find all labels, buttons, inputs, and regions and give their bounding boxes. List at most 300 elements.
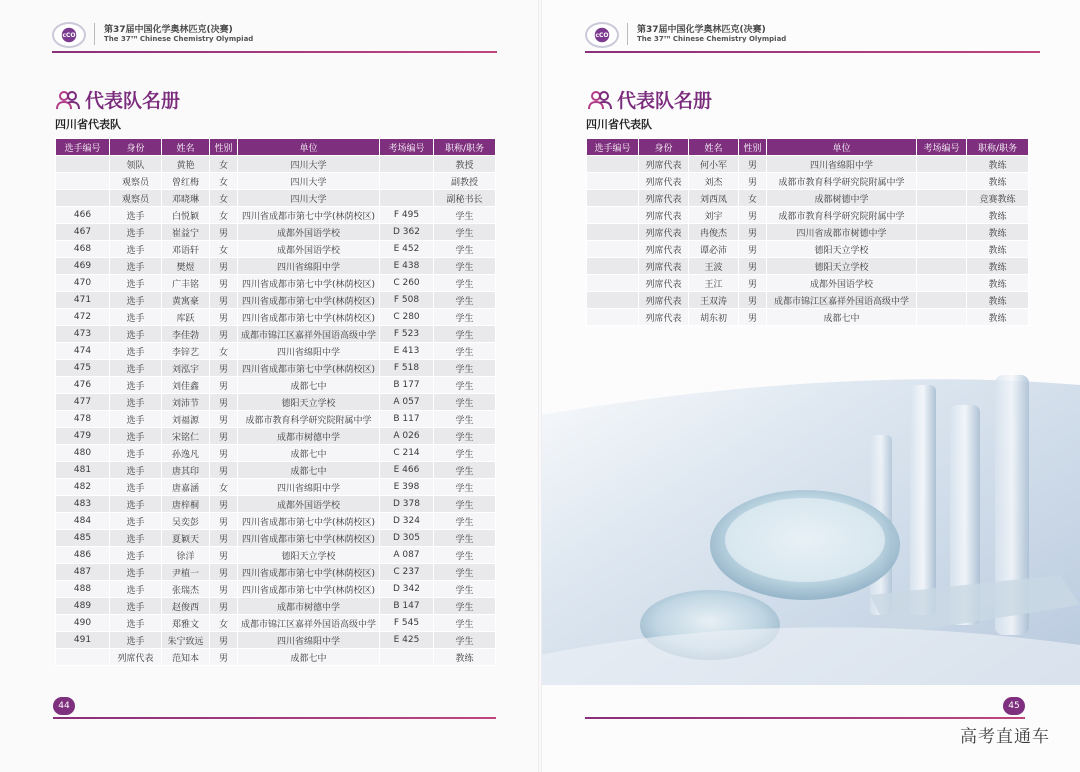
table-cell: 四川省绵阳中学 (238, 343, 380, 360)
table-cell: E 452 (380, 241, 434, 258)
table-cell: 教练 (967, 207, 1029, 224)
table-cell: 女 (210, 190, 238, 207)
table-cell: 刘宇 (689, 207, 739, 224)
table-cell: 男 (739, 258, 767, 275)
table-cell: 赵俊西 (162, 598, 210, 615)
table-cell (917, 275, 967, 292)
table-cell: 选手 (110, 598, 162, 615)
table-cell: 选手 (110, 496, 162, 513)
column-header: 单位 (238, 139, 380, 156)
table-cell: 男 (210, 496, 238, 513)
table-cell: A 026 (380, 428, 434, 445)
table-cell: 选手 (110, 530, 162, 547)
table-cell: 466 (56, 207, 110, 224)
table-cell: 王波 (689, 258, 739, 275)
table-cell: E 413 (380, 343, 434, 360)
table-cell: 成都市教育科学研究院附属中学 (767, 207, 917, 224)
table-row (56, 156, 496, 173)
table-cell (587, 224, 639, 241)
table-cell: 成都七中 (238, 649, 380, 666)
table-row (587, 190, 1029, 207)
table-cell (587, 207, 639, 224)
column-header: 考场编号 (380, 139, 434, 156)
table-cell: 四川省绵阳中学 (238, 479, 380, 496)
table-cell: 女 (210, 615, 238, 632)
table-cell: F 523 (380, 326, 434, 343)
table-cell: 选手 (110, 547, 162, 564)
table-cell (917, 224, 967, 241)
table-row (56, 513, 496, 530)
table-row (56, 394, 496, 411)
table-cell: 学生 (434, 479, 496, 496)
table-cell: 男 (739, 292, 767, 309)
table-cell: 男 (210, 462, 238, 479)
table-cell: 教练 (967, 224, 1029, 241)
table-cell: 男 (739, 173, 767, 190)
table-cell: 女 (210, 479, 238, 496)
table-cell: 480 (56, 445, 110, 462)
table-cell: 刘泓宇 (162, 360, 210, 377)
table-cell: 学生 (434, 241, 496, 258)
table-cell: 谭必沛 (689, 241, 739, 258)
column-header: 姓名 (162, 139, 210, 156)
people-icon (588, 90, 612, 110)
table-cell: 列席代表 (639, 156, 689, 173)
table-cell: 白悦颖 (162, 207, 210, 224)
table-cell: 广丰铭 (162, 275, 210, 292)
table-cell: 四川省成都市第七中学(林荫校区) (238, 360, 380, 377)
column-header: 性别 (210, 139, 238, 156)
table-cell: 学生 (434, 224, 496, 241)
table-cell (380, 190, 434, 207)
table-cell (56, 649, 110, 666)
table-cell: 竞赛教练 (967, 190, 1029, 207)
table-cell: 468 (56, 241, 110, 258)
table-cell: 男 (210, 632, 238, 649)
table-cell: 成都外国语学校 (767, 275, 917, 292)
table-cell: 列席代表 (639, 258, 689, 275)
table-cell: 范知本 (162, 649, 210, 666)
table-cell: B 147 (380, 598, 434, 615)
table-cell: 何小军 (689, 156, 739, 173)
table-cell: 唐其印 (162, 462, 210, 479)
table-row (56, 479, 496, 496)
table-cell: 李佳勃 (162, 326, 210, 343)
table-body (56, 156, 496, 666)
table-cell: C 280 (380, 309, 434, 326)
table-cell: 女 (210, 173, 238, 190)
header-rule (585, 51, 1040, 53)
table-cell: 男 (210, 513, 238, 530)
olympiad-logo: cCO (52, 22, 86, 48)
table-cell: 观察员 (110, 173, 162, 190)
table-cell: 男 (210, 530, 238, 547)
table-cell: F 508 (380, 292, 434, 309)
table-cell: 484 (56, 513, 110, 530)
table-cell: 徐洋 (162, 547, 210, 564)
table-cell: 478 (56, 411, 110, 428)
table-cell: 列席代表 (639, 292, 689, 309)
table-row (587, 292, 1029, 309)
table-cell (917, 292, 967, 309)
table-row (56, 275, 496, 292)
table-cell: 男 (210, 411, 238, 428)
table-cell: 教练 (967, 156, 1029, 173)
page-header (585, 20, 1040, 52)
table-row (56, 377, 496, 394)
table-row (587, 275, 1029, 292)
table-cell: 四川省成都市第七中学(林荫校区) (238, 530, 380, 547)
table-cell: F 545 (380, 615, 434, 632)
table-cell: A 087 (380, 547, 434, 564)
table-cell: 481 (56, 462, 110, 479)
column-header: 性别 (739, 139, 767, 156)
table-cell: 学生 (434, 615, 496, 632)
table-row (56, 411, 496, 428)
table-cell: 樊煜 (162, 258, 210, 275)
table-cell: 475 (56, 360, 110, 377)
column-header: 单位 (767, 139, 917, 156)
table-row (56, 530, 496, 547)
table-row (56, 292, 496, 309)
table-cell: 学生 (434, 564, 496, 581)
table-cell: 男 (739, 207, 767, 224)
table-cell: 冉俊杰 (689, 224, 739, 241)
table-cell: 学生 (434, 207, 496, 224)
table-cell: 教练 (967, 309, 1029, 326)
page-number: 45 (1003, 697, 1025, 715)
table-row (56, 632, 496, 649)
page-header (52, 20, 497, 52)
table-cell: 四川省成都市树德中学 (767, 224, 917, 241)
table-cell: 选手 (110, 309, 162, 326)
table-cell: F 518 (380, 360, 434, 377)
table-row (56, 360, 496, 377)
table-cell: 选手 (110, 632, 162, 649)
table-row (587, 224, 1029, 241)
table-cell: 男 (739, 156, 767, 173)
table-cell: 477 (56, 394, 110, 411)
table-cell: 女 (210, 156, 238, 173)
table-cell: 尹植一 (162, 564, 210, 581)
table-cell: 学生 (434, 547, 496, 564)
table-cell: 教练 (967, 292, 1029, 309)
table-row (56, 173, 496, 190)
table-row (56, 581, 496, 598)
table-cell (917, 173, 967, 190)
table-row (56, 564, 496, 581)
table-cell: 学生 (434, 258, 496, 275)
table-cell: 选手 (110, 377, 162, 394)
table-cell: 女 (210, 207, 238, 224)
table-cell: 李锌艺 (162, 343, 210, 360)
table-cell: 成都市锦江区嘉祥外国语高级中学 (767, 292, 917, 309)
table-cell: E 398 (380, 479, 434, 496)
table-cell: 四川省成都市第七中学(林荫校区) (238, 309, 380, 326)
table-cell: 郑雅文 (162, 615, 210, 632)
table-row (56, 649, 496, 666)
roster-table-left (55, 138, 496, 666)
table-cell: 486 (56, 547, 110, 564)
table-cell: 选手 (110, 275, 162, 292)
section-title: 代表队名册 (56, 86, 180, 113)
table-cell: 男 (210, 598, 238, 615)
table-cell: C 260 (380, 275, 434, 292)
table-cell: 学生 (434, 445, 496, 462)
table-cell: 选手 (110, 292, 162, 309)
section-title: 代表队名册 (588, 86, 712, 113)
table-cell: 崔益宁 (162, 224, 210, 241)
footer-rule (585, 717, 1025, 719)
table-row (56, 190, 496, 207)
table-cell: 四川大学 (238, 156, 380, 173)
table-cell: 学生 (434, 326, 496, 343)
table-cell: 王江 (689, 275, 739, 292)
table-cell: 选手 (110, 258, 162, 275)
table-cell: 选手 (110, 564, 162, 581)
table-cell: 德阳天立学校 (238, 394, 380, 411)
table-cell: 489 (56, 598, 110, 615)
header-rule (52, 51, 497, 53)
table-cell: 学生 (434, 462, 496, 479)
table-cell: 四川省绵阳中学 (767, 156, 917, 173)
table-cell: F 495 (380, 207, 434, 224)
table-cell: 学生 (434, 496, 496, 513)
table-cell: 467 (56, 224, 110, 241)
table-cell: 库跃 (162, 309, 210, 326)
table-cell: 四川省成都市第七中学(林荫校区) (238, 207, 380, 224)
table-cell: E 425 (380, 632, 434, 649)
table-cell: 列席代表 (639, 207, 689, 224)
table-cell: 学生 (434, 411, 496, 428)
table-row (587, 258, 1029, 275)
table-cell: 列席代表 (639, 173, 689, 190)
table-cell: 刘沛节 (162, 394, 210, 411)
table-cell: 学生 (434, 394, 496, 411)
table-cell: 唐梓桐 (162, 496, 210, 513)
table-cell (587, 292, 639, 309)
table-cell: 男 (210, 547, 238, 564)
table-cell: 483 (56, 496, 110, 513)
table-cell: 男 (210, 649, 238, 666)
table-cell: C 214 (380, 445, 434, 462)
olympiad-logo: cCO (585, 22, 619, 48)
table-cell: 四川省成都市第七中学(林荫校区) (238, 581, 380, 598)
table-cell: 男 (210, 360, 238, 377)
table-cell (56, 190, 110, 207)
table-cell (587, 258, 639, 275)
table-cell: 学生 (434, 598, 496, 615)
table-cell: 成都外国语学校 (238, 241, 380, 258)
table-cell: 选手 (110, 462, 162, 479)
table-row (56, 326, 496, 343)
table-cell (587, 156, 639, 173)
table-cell: 四川省成都市第七中学(林荫校区) (238, 513, 380, 530)
table-cell: 刘西凤 (689, 190, 739, 207)
table-row (56, 309, 496, 326)
table-cell: 男 (739, 224, 767, 241)
table-cell: 472 (56, 309, 110, 326)
header-divider (627, 23, 628, 45)
page-number: 44 (53, 697, 75, 715)
table-cell: 选手 (110, 411, 162, 428)
table-cell: 选手 (110, 394, 162, 411)
table-cell: 469 (56, 258, 110, 275)
table-cell: 男 (210, 581, 238, 598)
table-row (587, 156, 1029, 173)
table-header-row (56, 139, 496, 156)
table-cell: 曾红梅 (162, 173, 210, 190)
table-cell: 男 (210, 224, 238, 241)
table-cell: 男 (210, 394, 238, 411)
table-cell: 选手 (110, 428, 162, 445)
table-cell: 成都树德中学 (767, 190, 917, 207)
table-header-row (587, 139, 1029, 156)
table-body (587, 156, 1029, 326)
table-cell: 刘佳鑫 (162, 377, 210, 394)
table-row (56, 445, 496, 462)
table-cell: 选手 (110, 513, 162, 530)
table-cell (917, 309, 967, 326)
table-cell: 胡东初 (689, 309, 739, 326)
table-cell: 教练 (434, 649, 496, 666)
table-row (56, 547, 496, 564)
table-cell: 列席代表 (639, 309, 689, 326)
table-cell: 列席代表 (639, 241, 689, 258)
table-row (56, 615, 496, 632)
table-row (56, 343, 496, 360)
table-cell: 德阳天立学校 (238, 547, 380, 564)
table-cell: 学生 (434, 428, 496, 445)
table-cell (56, 156, 110, 173)
table-cell: 教练 (967, 173, 1029, 190)
table-cell (917, 258, 967, 275)
table-row (56, 241, 496, 258)
table-cell: C 237 (380, 564, 434, 581)
table-cell (380, 173, 434, 190)
table-cell: 邓语轩 (162, 241, 210, 258)
table-cell: 选手 (110, 479, 162, 496)
table-cell (380, 156, 434, 173)
table-cell (587, 241, 639, 258)
table-cell: 女 (739, 190, 767, 207)
table-cell (587, 275, 639, 292)
table-cell: 四川大学 (238, 190, 380, 207)
right-page (540, 0, 1080, 772)
table-row (56, 496, 496, 513)
table-cell: 黄艳 (162, 156, 210, 173)
table-cell: 学生 (434, 343, 496, 360)
table-cell: 男 (210, 326, 238, 343)
table-cell: 列席代表 (639, 275, 689, 292)
table-cell: 选手 (110, 445, 162, 462)
table-cell: 四川省绵阳中学 (238, 258, 380, 275)
table-cell: 成都市树德中学 (238, 598, 380, 615)
table-cell: 学生 (434, 360, 496, 377)
table-cell: 德阳天立学校 (767, 258, 917, 275)
table-cell: 成都市教育科学研究院附属中学 (767, 173, 917, 190)
watermark-text: 高考直通车 (960, 727, 1050, 747)
table-row (56, 598, 496, 615)
table-cell: 成都七中 (238, 445, 380, 462)
table-cell: 学生 (434, 377, 496, 394)
table-cell: 482 (56, 479, 110, 496)
province-heading: 四川省代表队 (55, 118, 121, 131)
table-row (587, 207, 1029, 224)
table-cell: 成都七中 (767, 309, 917, 326)
table-cell: 473 (56, 326, 110, 343)
table-cell (380, 649, 434, 666)
table-cell: D 305 (380, 530, 434, 547)
table-row (56, 258, 496, 275)
table-cell: 刘福源 (162, 411, 210, 428)
table-cell: 四川大学 (238, 173, 380, 190)
table-row (56, 224, 496, 241)
table-cell: 男 (739, 241, 767, 258)
table-cell: 学生 (434, 275, 496, 292)
table-cell: 479 (56, 428, 110, 445)
book-spine (538, 0, 542, 772)
table-cell: 选手 (110, 615, 162, 632)
table-cell: 教练 (967, 258, 1029, 275)
table-cell: 487 (56, 564, 110, 581)
table-cell: 选手 (110, 326, 162, 343)
table-cell: B 177 (380, 377, 434, 394)
table-cell: 男 (210, 445, 238, 462)
column-header: 选手编号 (587, 139, 639, 156)
table-cell: 列席代表 (639, 190, 689, 207)
table-cell: E 466 (380, 462, 434, 479)
table-cell: 471 (56, 292, 110, 309)
table-cell: 观察员 (110, 190, 162, 207)
header-title: 第37届中国化学奥林匹克(决赛) (637, 25, 766, 35)
header-subtitle: The 37ᵀᴴ Chinese Chemistry Olympiad (637, 35, 787, 43)
table-cell: 成都市教育科学研究院附属中学 (238, 411, 380, 428)
table-cell: 四川省成都市第七中学(林荫校区) (238, 292, 380, 309)
column-header: 身份 (639, 139, 689, 156)
table-row (587, 309, 1029, 326)
table-row (56, 207, 496, 224)
table-cell: 485 (56, 530, 110, 547)
table-cell: 选手 (110, 343, 162, 360)
table-cell: 选手 (110, 241, 162, 258)
table-cell: 唐嘉涵 (162, 479, 210, 496)
table-cell: 王双涛 (689, 292, 739, 309)
table-cell: E 438 (380, 258, 434, 275)
table-cell: 474 (56, 343, 110, 360)
table-cell: 孙逸凡 (162, 445, 210, 462)
table-cell (587, 173, 639, 190)
header-divider (94, 23, 95, 45)
table-cell: 男 (210, 309, 238, 326)
table-cell: 列席代表 (639, 224, 689, 241)
column-header: 身份 (110, 139, 162, 156)
table-cell: 领队 (110, 156, 162, 173)
table-cell (917, 207, 967, 224)
table-cell: 教授 (434, 156, 496, 173)
table-cell: 学生 (434, 309, 496, 326)
column-header: 职称/职务 (967, 139, 1029, 156)
table-cell: D 378 (380, 496, 434, 513)
table-cell: A 057 (380, 394, 434, 411)
table-cell: 黄寓豪 (162, 292, 210, 309)
table-cell (587, 309, 639, 326)
table-cell: 491 (56, 632, 110, 649)
table-cell: 四川省成都市第七中学(林荫校区) (238, 564, 380, 581)
table-cell: 成都市锦江区嘉祥外国语高级中学 (238, 326, 380, 343)
table-cell (587, 190, 639, 207)
column-header: 考场编号 (917, 139, 967, 156)
